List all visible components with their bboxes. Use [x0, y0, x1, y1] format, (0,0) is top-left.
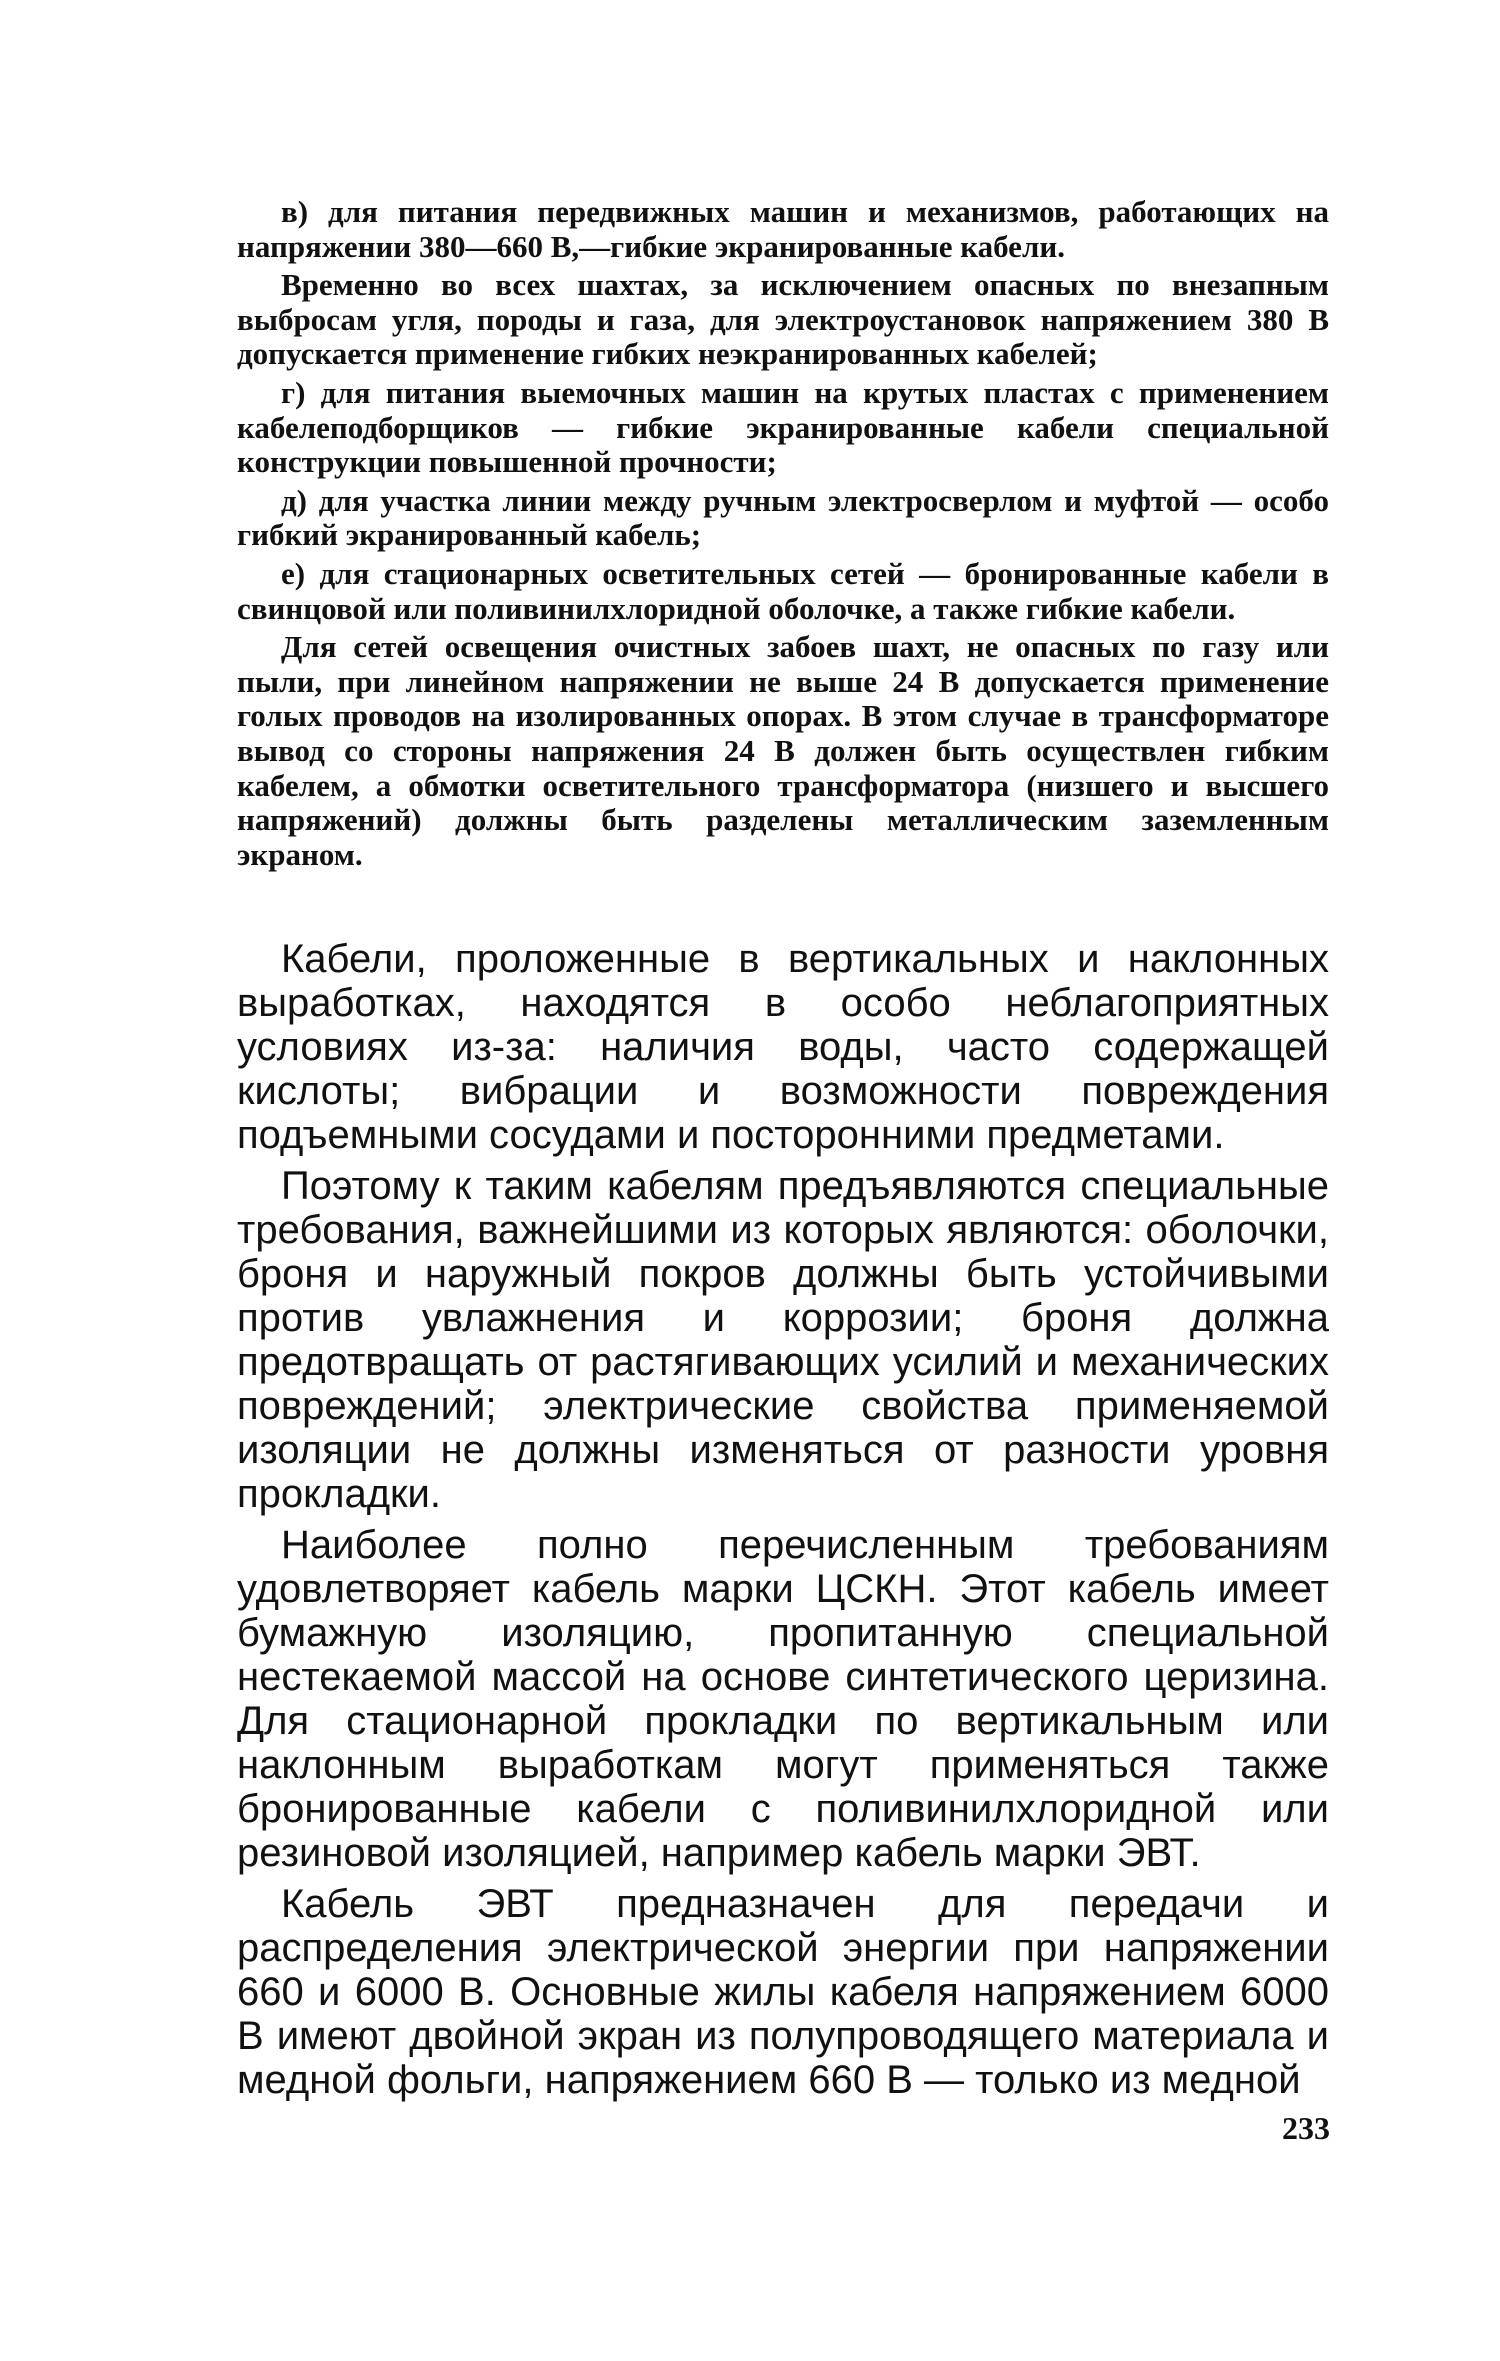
small-print-section [237, 195, 1329, 876]
paragraph-cable-evt: Кабель ЭВТ предназначен для передачи и распределения электрической энергии при напряжении 660 и 6000 В. Основные жилы кабеля напряжением 6000 В имеют двойной экран из полупроводящего материала и медной фольги, напряжением 660 В — только из медной [237, 1882, 1329, 2102]
paragraph-temporary-exception: Временно во всех шахтах, за исключением опасных по внезапным выбросам угля, породы и газа, для электроустановок напряжением 380 В допускается применение гибких неэкранированных кабелей; [237, 267, 1329, 372]
paragraph-item-v: в) для питания передвижных машин и механизмов, работающих на напряжении 380—660 В,—гибкие экранированные кабели. [237, 194, 1329, 264]
paragraph-item-e: е) для стационарных осветительных сетей — бронированные кабели в свинцовой или поливинилхлоридной оболочке, а также гибкие кабели. [237, 555, 1329, 626]
paragraph-cable-cskn: Наиболее полно перечисленным требованиям удовлетворяет кабель марки ЦСКН. Этот кабель имеет бумажную изоляцию, пропитанную специальной нестекаемой массой на основе синтетического церизина. Для стационарной прокладки по вертикальным или наклонным выработкам могут применяться также бронированные кабели с поливинилхлоридной или резиновой изоляцией, например кабель марки ЭВТ. [237, 1523, 1329, 1875]
paragraph-special-requirements: Поэтому к таким кабелям предъявляются специальные требования, важнейшими из которых являются: оболочки, броня и наружный покров должны быть устойчивыми против увлажнения и коррозии; броня должна предотвращать от растягивающих усилий и механических повреждений; электрические свойства применяемой изоляции не должны изменяться от разности уровня прокладки. [237, 1164, 1329, 1516]
paragraph-item-d: д) для участка линии между ручным электросверлом и муфтой — особо гибкий экранированный кабель; [237, 482, 1329, 553]
page-number: 233 [1282, 2110, 1330, 2146]
paragraph-item-g: г) для питания выемочных машин на крутых пластах с применением кабелеподборщиков — гибкие экранированные кабели специальной конструкции повышенной прочности; [237, 374, 1329, 480]
main-text-section [237, 937, 1329, 2109]
paragraph-cable-conditions: Кабели, проложенные в вертикальных и наклонных выработках, находятся в особо неблагоприятных условиях из-за: наличия воды, часто содержащей кислоты; вибрации и возможности повреждения подъемными сосудами и посторонними предметами. [237, 937, 1329, 1157]
paragraph-lighting-networks: Для сетей освещения очистных забоев шахт, не опасных по газу или пыли, при линейном напряжении не выше 24 В допускается применение голых проводов на изолированных опорах. В этом случае в трансформаторе вывод со стороны напряжения 24 В должен быть осуществлен гибким кабелем, а обмотки осветительного трансформатора (низшего и высшего напряжений) должны быть разделены металлическим заземленным экраном. [237, 629, 1329, 872]
